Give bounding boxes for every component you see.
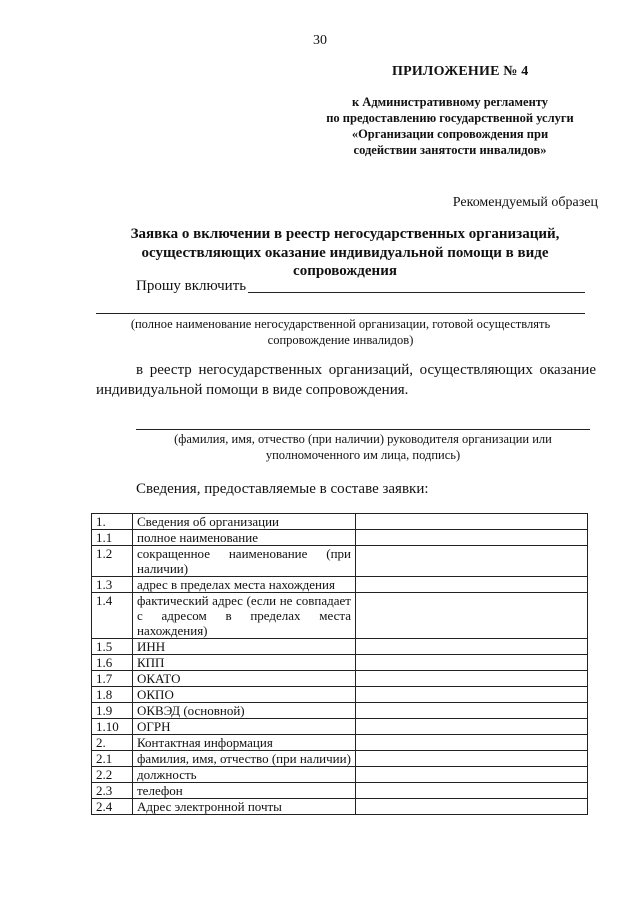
table-row bbox=[92, 655, 588, 671]
row-field-name: полное наименование bbox=[133, 530, 356, 546]
row-value-cell[interactable] bbox=[356, 703, 588, 719]
table-row bbox=[92, 783, 588, 799]
row-value-cell[interactable] bbox=[356, 655, 588, 671]
reference-line: содействии занятости инвалидов» bbox=[353, 143, 547, 157]
table-row bbox=[92, 735, 588, 751]
registry-text-line: в реестр негосударственных организаций, осуществляющих оказание bbox=[136, 362, 596, 378]
row-number: 1.2 bbox=[92, 546, 133, 577]
row-number: 1.7 bbox=[92, 671, 133, 687]
row-value-cell[interactable] bbox=[356, 751, 588, 767]
row-number: 1.3 bbox=[92, 577, 133, 593]
sample-label: Рекомендуемый образец bbox=[452, 195, 598, 210]
row-value-cell[interactable] bbox=[356, 767, 588, 783]
table-row bbox=[92, 751, 588, 767]
row-number: 2.3 bbox=[92, 783, 133, 799]
row-number: 1.9 bbox=[92, 703, 133, 719]
application-info-table bbox=[91, 513, 588, 815]
org-name-fill-line[interactable] bbox=[248, 292, 585, 293]
note-line: (фамилия, имя, отчество (при наличии) руководителя организации или bbox=[174, 432, 552, 446]
row-field-name: ОГРН bbox=[133, 719, 356, 735]
row-value-cell[interactable] bbox=[356, 593, 588, 639]
row-number: 1. bbox=[92, 514, 133, 530]
row-value-cell[interactable] bbox=[356, 783, 588, 799]
row-field-name: Сведения об организации bbox=[133, 514, 356, 530]
table-row bbox=[92, 593, 588, 639]
row-number: 2.2 bbox=[92, 767, 133, 783]
title-line: сопровождения bbox=[293, 263, 397, 279]
note-line: уполномоченного им лица, подпись) bbox=[265, 448, 461, 462]
appendix-title: ПРИЛОЖЕНИЕ № 4 bbox=[392, 64, 529, 79]
row-value-cell[interactable] bbox=[356, 687, 588, 703]
row-field-name: ОКВЭД (основной) bbox=[133, 703, 356, 719]
row-number: 1.10 bbox=[92, 719, 133, 735]
row-field-name: фактический адрес (если не совпадает с адресом в пределах места нахождения) bbox=[133, 593, 356, 639]
row-number: 2. bbox=[92, 735, 133, 751]
request-label: Прошу включить bbox=[136, 278, 247, 294]
row-value-cell[interactable] bbox=[356, 671, 588, 687]
table-row bbox=[92, 514, 588, 530]
row-field-name: КПП bbox=[133, 655, 356, 671]
reference-line: «Организации сопровождения при bbox=[351, 127, 549, 141]
signature-fill-line[interactable] bbox=[136, 429, 590, 430]
org-name-fill-line-2[interactable] bbox=[96, 313, 585, 314]
registry-text-line: индивидуальной помощи в виде сопровождения. bbox=[96, 382, 409, 398]
table-row bbox=[92, 687, 588, 703]
reference-line: по предоставлению государственной услуги bbox=[326, 111, 574, 125]
note-line: (полное наименование негосударственной организации, готовой осуществлять bbox=[130, 317, 551, 331]
title-line: Заявка о включении в реестр негосударственных организаций, bbox=[130, 226, 560, 242]
row-value-cell[interactable] bbox=[356, 530, 588, 546]
row-field-name: ИНН bbox=[133, 639, 356, 655]
row-field-name: Адрес электронной почты bbox=[133, 799, 356, 815]
row-field-name: сокращенное наименование (при наличии) bbox=[133, 546, 356, 577]
table-row bbox=[92, 703, 588, 719]
registry-paragraph bbox=[96, 360, 596, 400]
row-value-cell[interactable] bbox=[356, 639, 588, 655]
signature-note bbox=[136, 431, 590, 463]
table-row bbox=[92, 719, 588, 735]
row-number: 1.8 bbox=[92, 687, 133, 703]
row-field-name: ОКПО bbox=[133, 687, 356, 703]
row-number: 1.5 bbox=[92, 639, 133, 655]
table-row bbox=[92, 577, 588, 593]
row-value-cell[interactable] bbox=[356, 719, 588, 735]
table-body bbox=[92, 514, 588, 815]
row-field-name: Контактная информация bbox=[133, 735, 356, 751]
row-value-cell[interactable] bbox=[356, 799, 588, 815]
row-field-name: фамилия, имя, отчество (при наличии) bbox=[133, 751, 356, 767]
row-value-cell[interactable] bbox=[356, 577, 588, 593]
row-value-cell[interactable] bbox=[356, 514, 588, 530]
row-number: 2.4 bbox=[92, 799, 133, 815]
reference-line: к Административному регламенту bbox=[351, 95, 548, 109]
row-value-cell[interactable] bbox=[356, 546, 588, 577]
table-row bbox=[92, 546, 588, 577]
title-line: осуществляющих оказание индивидуальной помощи в виде bbox=[141, 244, 549, 261]
page-number: 30 bbox=[313, 33, 327, 48]
org-name-note bbox=[96, 316, 585, 348]
row-field-name: должность bbox=[133, 767, 356, 783]
table-row bbox=[92, 767, 588, 783]
table-row bbox=[92, 671, 588, 687]
row-field-name: телефон bbox=[133, 783, 356, 799]
table-row bbox=[92, 530, 588, 546]
row-value-cell[interactable] bbox=[356, 735, 588, 751]
row-field-name: адрес в пределах места нахождения bbox=[133, 577, 356, 593]
note-line: сопровождение инвалидов) bbox=[267, 333, 414, 347]
row-number: 2.1 bbox=[92, 751, 133, 767]
info-heading: Сведения, предоставляемые в составе заявки: bbox=[136, 481, 429, 497]
row-number: 1.1 bbox=[92, 530, 133, 546]
regulation-reference bbox=[300, 94, 600, 158]
table-row bbox=[92, 639, 588, 655]
row-number: 1.4 bbox=[92, 593, 133, 639]
document-title bbox=[110, 225, 580, 281]
row-field-name: ОКАТО bbox=[133, 671, 356, 687]
table-row bbox=[92, 799, 588, 815]
row-number: 1.6 bbox=[92, 655, 133, 671]
